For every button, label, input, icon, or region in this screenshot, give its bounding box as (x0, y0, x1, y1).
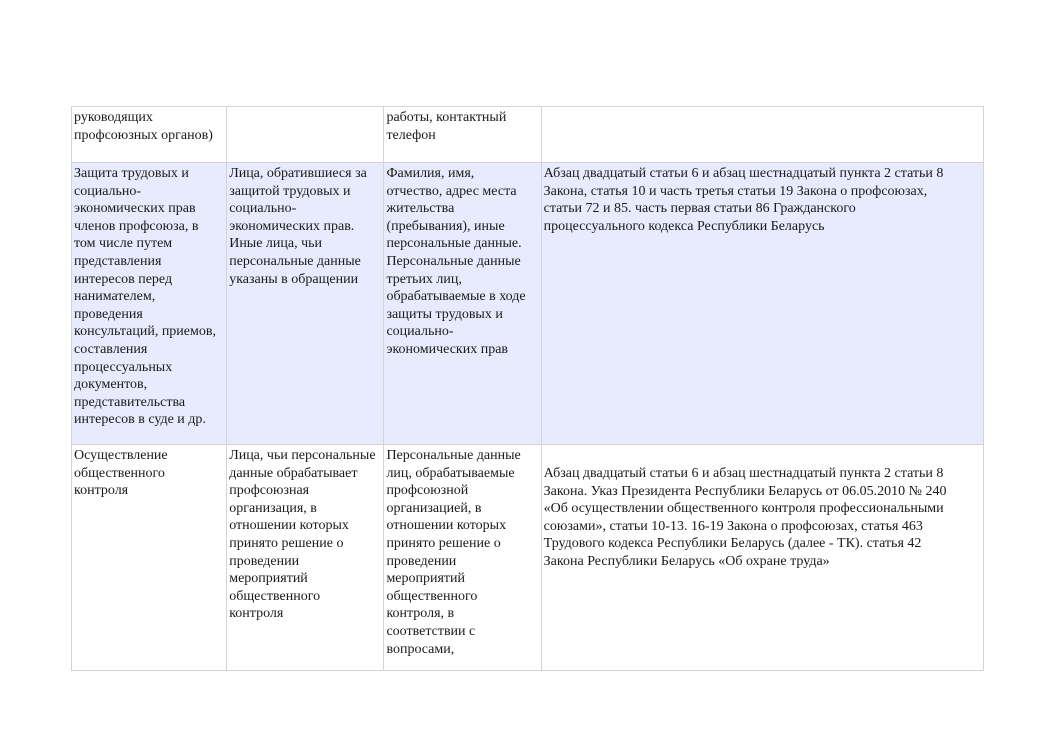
subjects-cell: Лица, чьи персональные данные обрабатывает профсоюзная организация, в отношении которых принято решение о проведении мероприятий общественного контроля (227, 445, 384, 671)
table-row (72, 163, 984, 445)
personal-data-table (71, 106, 984, 671)
legal-basis-cell: Абзац двадцатый статьи 6 и абзац шестнадцатый пункта 2 статьи 8 Закона. Указ Президента Республики Беларусь от 06.05.2010 № 240 «Об осуществлении общественного контроля профессиональными союзами», статьи 10-13. 16-19 Закона о профсоюзах, статья 463 Трудового кодекса Республики Беларусь (далее - ТК). статья 42 Закона Республики Беларусь «Об охране труда» (541, 445, 983, 671)
subjects-cell: Лица, обратившиеся за защитой трудовых и социально- экономических прав. Иные лица, чьи персональные данные указаны в обращении (227, 163, 384, 445)
table-row (72, 445, 984, 671)
legal-basis-cell (541, 107, 983, 163)
purpose-cell: Осуществление общественного контроля (72, 445, 227, 671)
data-cell: работы, контактный телефон (384, 107, 541, 163)
subjects-cell (227, 107, 384, 163)
data-cell: Персональные данные лиц, обрабатываемые профсоюзной организацией, в отношении которых принято решение о проведении мероприятий общественного контроля, в соответствии с вопросами, (384, 445, 541, 671)
legal-basis-cell: Абзац двадцатый статьи 6 и абзац шестнадцатый пункта 2 статьи 8 Закона, статья 10 и часть третья статьи 19 Закона о профсоюзах, статьи 72 и 85. часть первая статьи 86 Гражданского процессуального кодекса Республики Беларусь (541, 163, 983, 445)
table-row (72, 107, 984, 163)
purpose-cell: руководящих профсоюзных органов) (72, 107, 227, 163)
purpose-cell: Защита трудовых и социально- экономических прав членов профсоюза, в том числе путем представления интересов перед нанимателем, проведения консультаций, приемов, составления процессуальных документов, представительства интересов в суде и др. (72, 163, 227, 445)
data-cell: Фамилия, имя, отчество, адрес места жительства (пребывания), иные персональные данные. Персональные данные третьих лиц, обрабатываемые в ходе защиты трудовых и социально- экономических прав (384, 163, 541, 445)
